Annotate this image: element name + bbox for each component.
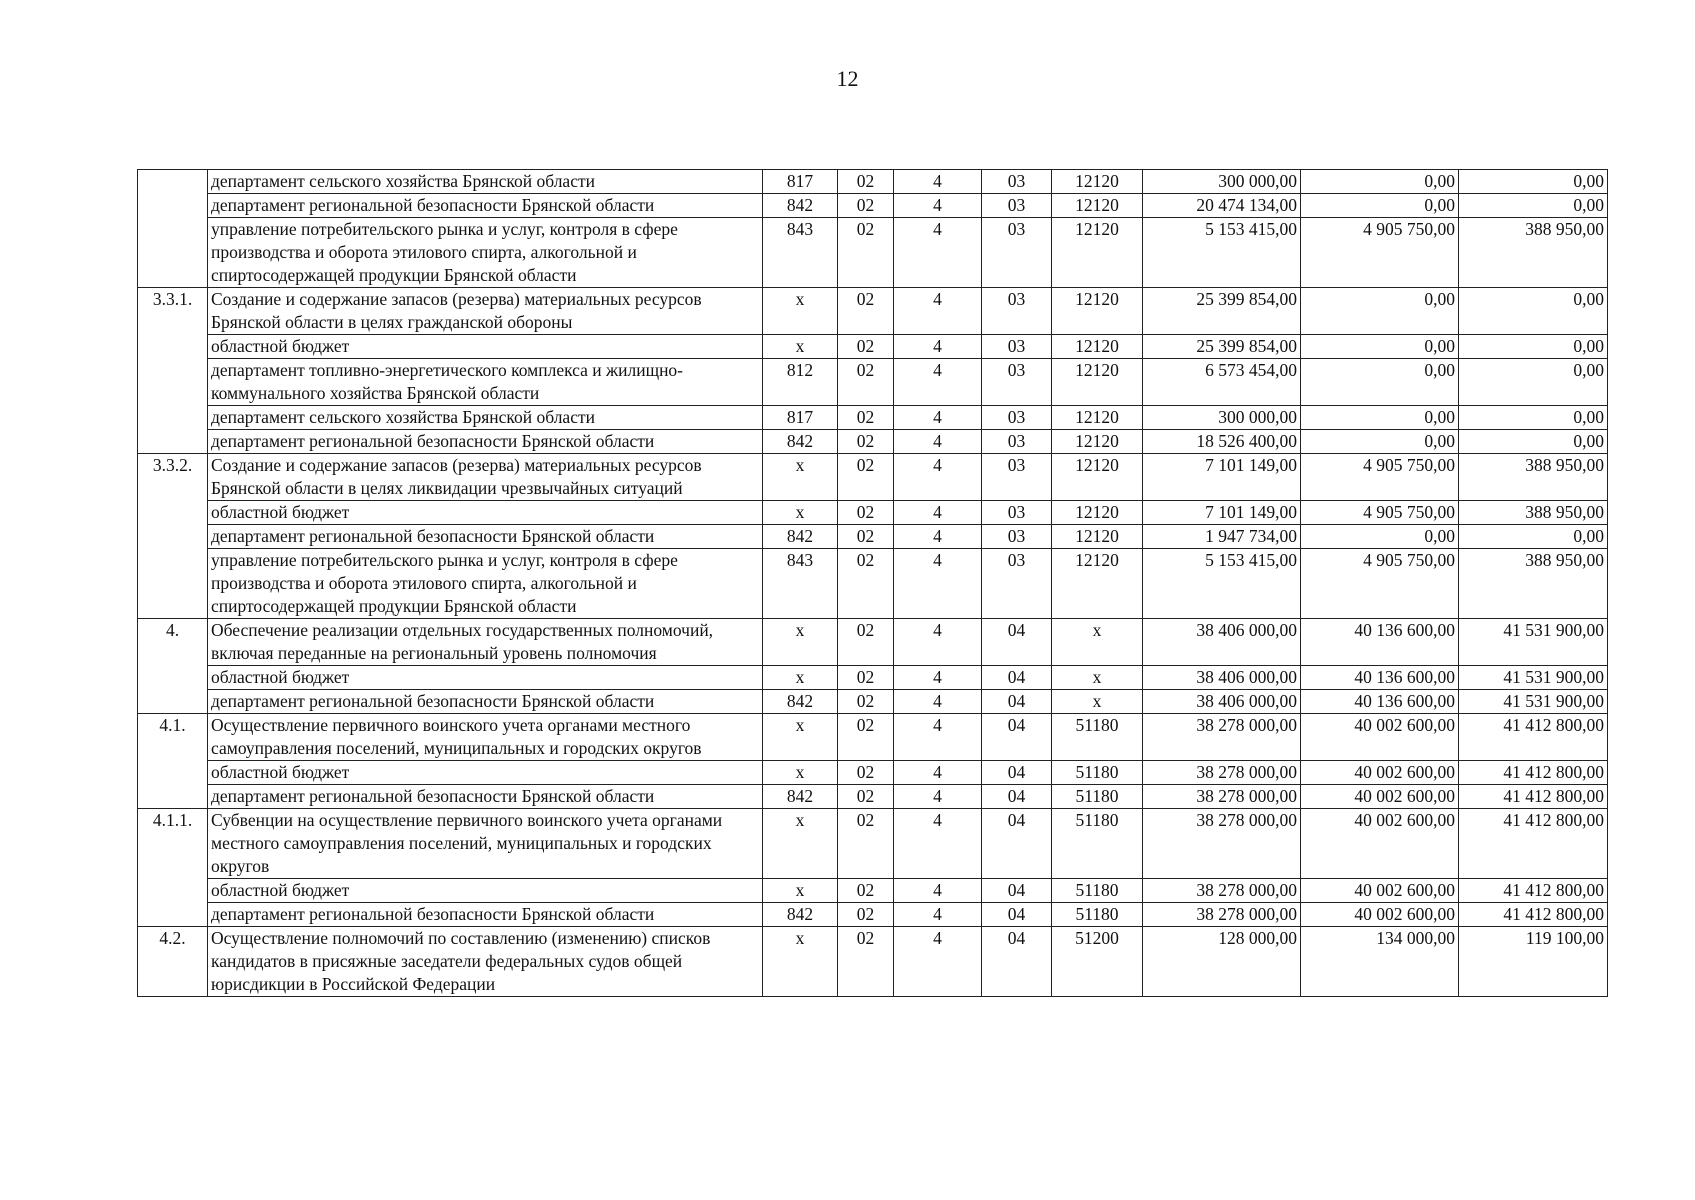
code-5-cell: 12120 [1052,454,1143,501]
amount-year-3-cell: 0,00 [1459,288,1608,335]
amount-year-1-cell: 5 153 415,00 [1143,549,1301,619]
code-5-cell: 12120 [1052,359,1143,406]
table-row [138,809,1608,879]
code-2-cell: 02 [838,549,894,619]
grbs-code-cell: 842 [763,690,838,714]
row-name-cell: Обеспечение реализации отдельных государственных полномочий, включая переданные на региональный уровень полномочия [208,619,763,666]
amount-year-1-cell: 5 153 415,00 [1143,218,1301,288]
amount-year-2-cell: 40 002 600,00 [1301,809,1459,879]
code-5-cell: 12120 [1052,501,1143,525]
grbs-code-cell: 817 [763,170,838,194]
amount-year-1-cell: 25 399 854,00 [1143,288,1301,335]
amount-year-2-cell: 40 136 600,00 [1301,619,1459,666]
row-name-cell: Создание и содержание запасов (резерва) материальных ресурсов Брянской области в целях ликвидации чрезвычайных ситуаций [208,454,763,501]
amount-year-1-cell: 25 399 854,00 [1143,335,1301,359]
amount-year-1-cell: 38 278 000,00 [1143,879,1301,903]
code-3-cell: 4 [894,714,982,761]
amount-year-2-cell: 0,00 [1301,288,1459,335]
amount-year-2-cell: 40 002 600,00 [1301,785,1459,809]
row-name-cell: департамент топливно-энергетического комплекса и жилищно-коммунального хозяйства Брянской области [208,359,763,406]
code-5-cell: 51180 [1052,785,1143,809]
table-row [138,194,1608,218]
code-2-cell: 02 [838,879,894,903]
amount-year-3-cell: 388 950,00 [1459,454,1608,501]
code-2-cell: 02 [838,170,894,194]
grbs-code-cell: 812 [763,359,838,406]
row-number-cell: 4.1. [138,714,208,809]
code-5-cell: 51180 [1052,761,1143,785]
amount-year-1-cell: 6 573 454,00 [1143,359,1301,406]
code-5-cell: 51180 [1052,879,1143,903]
amount-year-2-cell: 0,00 [1301,170,1459,194]
amount-year-2-cell: 40 002 600,00 [1301,879,1459,903]
amount-year-1-cell: 38 278 000,00 [1143,785,1301,809]
row-name-cell: областной бюджет [208,761,763,785]
amount-year-2-cell: 4 905 750,00 [1301,454,1459,501]
row-name-cell: областной бюджет [208,501,763,525]
grbs-code-cell: х [763,927,838,997]
amount-year-1-cell: 38 278 000,00 [1143,903,1301,927]
code-4-cell: 04 [982,879,1052,903]
amount-year-1-cell: 20 474 134,00 [1143,194,1301,218]
code-2-cell: 02 [838,761,894,785]
code-3-cell: 4 [894,761,982,785]
code-5-cell: 12120 [1052,288,1143,335]
table-row [138,785,1608,809]
amount-year-1-cell: 7 101 149,00 [1143,501,1301,525]
amount-year-2-cell: 0,00 [1301,430,1459,454]
amount-year-3-cell: 0,00 [1459,170,1608,194]
code-2-cell: 02 [838,903,894,927]
code-2-cell: 02 [838,454,894,501]
code-4-cell: 04 [982,761,1052,785]
amount-year-2-cell: 40 002 600,00 [1301,903,1459,927]
amount-year-1-cell: 38 278 000,00 [1143,809,1301,879]
amount-year-3-cell: 0,00 [1459,525,1608,549]
amount-year-2-cell: 4 905 750,00 [1301,218,1459,288]
amount-year-2-cell: 0,00 [1301,359,1459,406]
grbs-code-cell: 842 [763,430,838,454]
amount-year-3-cell: 41 531 900,00 [1459,690,1608,714]
code-4-cell: 03 [982,170,1052,194]
code-4-cell: 03 [982,194,1052,218]
amount-year-2-cell: 40 002 600,00 [1301,714,1459,761]
amount-year-2-cell: 40 136 600,00 [1301,690,1459,714]
code-4-cell: 03 [982,359,1052,406]
code-3-cell: 4 [894,927,982,997]
code-4-cell: 04 [982,619,1052,666]
code-4-cell: 03 [982,288,1052,335]
code-4-cell: 03 [982,525,1052,549]
amount-year-3-cell: 41 412 800,00 [1459,879,1608,903]
code-3-cell: 4 [894,335,982,359]
amount-year-3-cell: 0,00 [1459,335,1608,359]
amount-year-3-cell: 41 412 800,00 [1459,809,1608,879]
amount-year-2-cell: 40 002 600,00 [1301,761,1459,785]
code-3-cell: 4 [894,359,982,406]
code-3-cell: 4 [894,454,982,501]
row-name-cell: департамент сельского хозяйства Брянской области [208,406,763,430]
amount-year-1-cell: 18 526 400,00 [1143,430,1301,454]
grbs-code-cell: х [763,666,838,690]
code-2-cell: 02 [838,218,894,288]
code-3-cell: 4 [894,288,982,335]
amount-year-1-cell: 38 406 000,00 [1143,690,1301,714]
code-4-cell: 03 [982,454,1052,501]
code-2-cell: 02 [838,785,894,809]
code-4-cell: 03 [982,549,1052,619]
row-number-cell [138,170,208,288]
row-name-cell: Субвенции на осуществление первичного воинского учета органами местного самоуправления поселений, муниципальных и городских округов [208,809,763,879]
budget-table [137,169,1608,997]
code-4-cell: 04 [982,809,1052,879]
code-3-cell: 4 [894,501,982,525]
code-3-cell: 4 [894,666,982,690]
amount-year-2-cell: 40 136 600,00 [1301,666,1459,690]
row-name-cell: департамент сельского хозяйства Брянской области [208,170,763,194]
table-row [138,549,1608,619]
table-row [138,879,1608,903]
table-row [138,619,1608,666]
code-3-cell: 4 [894,525,982,549]
amount-year-2-cell: 4 905 750,00 [1301,501,1459,525]
code-4-cell: 04 [982,927,1052,997]
code-2-cell: 02 [838,406,894,430]
grbs-code-cell: х [763,335,838,359]
grbs-code-cell: х [763,809,838,879]
amount-year-1-cell: 38 406 000,00 [1143,619,1301,666]
row-number-cell: 4.1.1. [138,809,208,927]
code-5-cell: 12120 [1052,335,1143,359]
amount-year-2-cell: 134 000,00 [1301,927,1459,997]
row-name-cell: департамент региональной безопасности Брянской области [208,785,763,809]
code-4-cell: 04 [982,690,1052,714]
code-3-cell: 4 [894,430,982,454]
amount-year-3-cell: 41 412 800,00 [1459,785,1608,809]
grbs-code-cell: х [763,761,838,785]
amount-year-1-cell: 7 101 149,00 [1143,454,1301,501]
code-2-cell: 02 [838,430,894,454]
code-4-cell: 04 [982,903,1052,927]
amount-year-1-cell: 300 000,00 [1143,406,1301,430]
code-2-cell: 02 [838,525,894,549]
amount-year-3-cell: 41 531 900,00 [1459,619,1608,666]
table-row [138,170,1608,194]
grbs-code-cell: х [763,879,838,903]
code-4-cell: 04 [982,714,1052,761]
row-name-cell: управление потребительского рынка и услуг, контроля в сфере производства и оборота этилового спирта, алкогольной и спиртосодержащей продукции Брянской области [208,549,763,619]
amount-year-1-cell: 1 947 734,00 [1143,525,1301,549]
amount-year-2-cell: 0,00 [1301,194,1459,218]
code-3-cell: 4 [894,879,982,903]
grbs-code-cell: 842 [763,194,838,218]
code-2-cell: 02 [838,714,894,761]
code-5-cell: 12120 [1052,406,1143,430]
row-name-cell: департамент региональной безопасности Брянской области [208,525,763,549]
amount-year-3-cell: 388 950,00 [1459,218,1608,288]
code-2-cell: 02 [838,288,894,335]
table-row [138,359,1608,406]
grbs-code-cell: х [763,501,838,525]
code-5-cell: 12120 [1052,525,1143,549]
code-2-cell: 02 [838,927,894,997]
amount-year-1-cell: 38 406 000,00 [1143,666,1301,690]
code-3-cell: 4 [894,194,982,218]
code-3-cell: 4 [894,903,982,927]
row-name-cell: департамент региональной безопасности Брянской области [208,194,763,218]
code-4-cell: 03 [982,218,1052,288]
code-3-cell: 4 [894,690,982,714]
table-row [138,927,1608,997]
row-number-cell: 4. [138,619,208,714]
amount-year-1-cell: 38 278 000,00 [1143,761,1301,785]
table-row [138,454,1608,501]
amount-year-3-cell: 0,00 [1459,430,1608,454]
grbs-code-cell: 843 [763,549,838,619]
amount-year-3-cell: 41 412 800,00 [1459,903,1608,927]
code-3-cell: 4 [894,406,982,430]
grbs-code-cell: 842 [763,903,838,927]
code-5-cell: 51180 [1052,809,1143,879]
code-2-cell: 02 [838,194,894,218]
table-body [138,170,1608,997]
code-2-cell: 02 [838,619,894,666]
grbs-code-cell: х [763,454,838,501]
table-row [138,903,1608,927]
code-5-cell: 51180 [1052,903,1143,927]
amount-year-3-cell: 41 412 800,00 [1459,761,1608,785]
code-5-cell: 12120 [1052,194,1143,218]
code-5-cell: 12120 [1052,549,1143,619]
grbs-code-cell: 842 [763,525,838,549]
code-4-cell: 03 [982,501,1052,525]
code-2-cell: 02 [838,690,894,714]
code-3-cell: 4 [894,549,982,619]
code-2-cell: 02 [838,335,894,359]
amount-year-3-cell: 0,00 [1459,359,1608,406]
amount-year-3-cell: 388 950,00 [1459,549,1608,619]
table-row [138,525,1608,549]
code-5-cell: х [1052,666,1143,690]
code-5-cell: 12120 [1052,218,1143,288]
row-name-cell: управление потребительского рынка и услуг, контроля в сфере производства и оборота этилового спирта, алкогольной и спиртосодержащей продукции Брянской области [208,218,763,288]
code-5-cell: х [1052,619,1143,666]
amount-year-2-cell: 0,00 [1301,525,1459,549]
table-row [138,501,1608,525]
code-4-cell: 03 [982,406,1052,430]
row-name-cell: Осуществление первичного воинского учета органами местного самоуправления поселений, муниципальных и городских округов [208,714,763,761]
code-3-cell: 4 [894,809,982,879]
amount-year-3-cell: 41 531 900,00 [1459,666,1608,690]
grbs-code-cell: 843 [763,218,838,288]
grbs-code-cell: 817 [763,406,838,430]
code-5-cell: 51180 [1052,714,1143,761]
amount-year-3-cell: 119 100,00 [1459,927,1608,997]
grbs-code-cell: х [763,288,838,335]
grbs-code-cell: х [763,714,838,761]
code-3-cell: 4 [894,218,982,288]
grbs-code-cell: 842 [763,785,838,809]
row-name-cell: областной бюджет [208,879,763,903]
amount-year-3-cell: 388 950,00 [1459,501,1608,525]
code-3-cell: 4 [894,785,982,809]
code-2-cell: 02 [838,501,894,525]
grbs-code-cell: х [763,619,838,666]
amount-year-3-cell: 0,00 [1459,406,1608,430]
table-row [138,335,1608,359]
page-number: 12 [836,66,859,91]
row-name-cell: областной бюджет [208,666,763,690]
code-5-cell: 12120 [1052,430,1143,454]
row-name-cell: департамент региональной безопасности Брянской области [208,690,763,714]
code-2-cell: 02 [838,809,894,879]
code-5-cell: 51200 [1052,927,1143,997]
amount-year-2-cell: 0,00 [1301,335,1459,359]
code-2-cell: 02 [838,359,894,406]
code-4-cell: 03 [982,335,1052,359]
row-number-cell: 4.2. [138,927,208,997]
code-5-cell: 12120 [1052,170,1143,194]
amount-year-1-cell: 38 278 000,00 [1143,714,1301,761]
code-4-cell: 04 [982,785,1052,809]
amount-year-1-cell: 128 000,00 [1143,927,1301,997]
code-3-cell: 4 [894,170,982,194]
row-name-cell: областной бюджет [208,335,763,359]
table-row [138,761,1608,785]
code-2-cell: 02 [838,666,894,690]
table-row [138,406,1608,430]
row-number-cell: 3.3.2. [138,454,208,619]
amount-year-2-cell: 0,00 [1301,406,1459,430]
amount-year-1-cell: 300 000,00 [1143,170,1301,194]
row-name-cell: Создание и содержание запасов (резерва) материальных ресурсов Брянской области в целях гражданской обороны [208,288,763,335]
amount-year-3-cell: 41 412 800,00 [1459,714,1608,761]
table-row [138,288,1608,335]
amount-year-2-cell: 4 905 750,00 [1301,549,1459,619]
amount-year-3-cell: 0,00 [1459,194,1608,218]
table-row [138,690,1608,714]
row-name-cell: департамент региональной безопасности Брянской области [208,903,763,927]
table-row [138,218,1608,288]
table-row [138,666,1608,690]
row-name-cell: Осуществление полномочий по составлению (изменению) списков кандидатов в присяжные заседатели федеральных судов общей юрисдикции в Российской Федерации [208,927,763,997]
row-number-cell: 3.3.1. [138,288,208,454]
code-3-cell: 4 [894,619,982,666]
code-5-cell: х [1052,690,1143,714]
code-4-cell: 03 [982,430,1052,454]
table-row [138,430,1608,454]
code-4-cell: 04 [982,666,1052,690]
row-name-cell: департамент региональной безопасности Брянской области [208,430,763,454]
table-row [138,714,1608,761]
